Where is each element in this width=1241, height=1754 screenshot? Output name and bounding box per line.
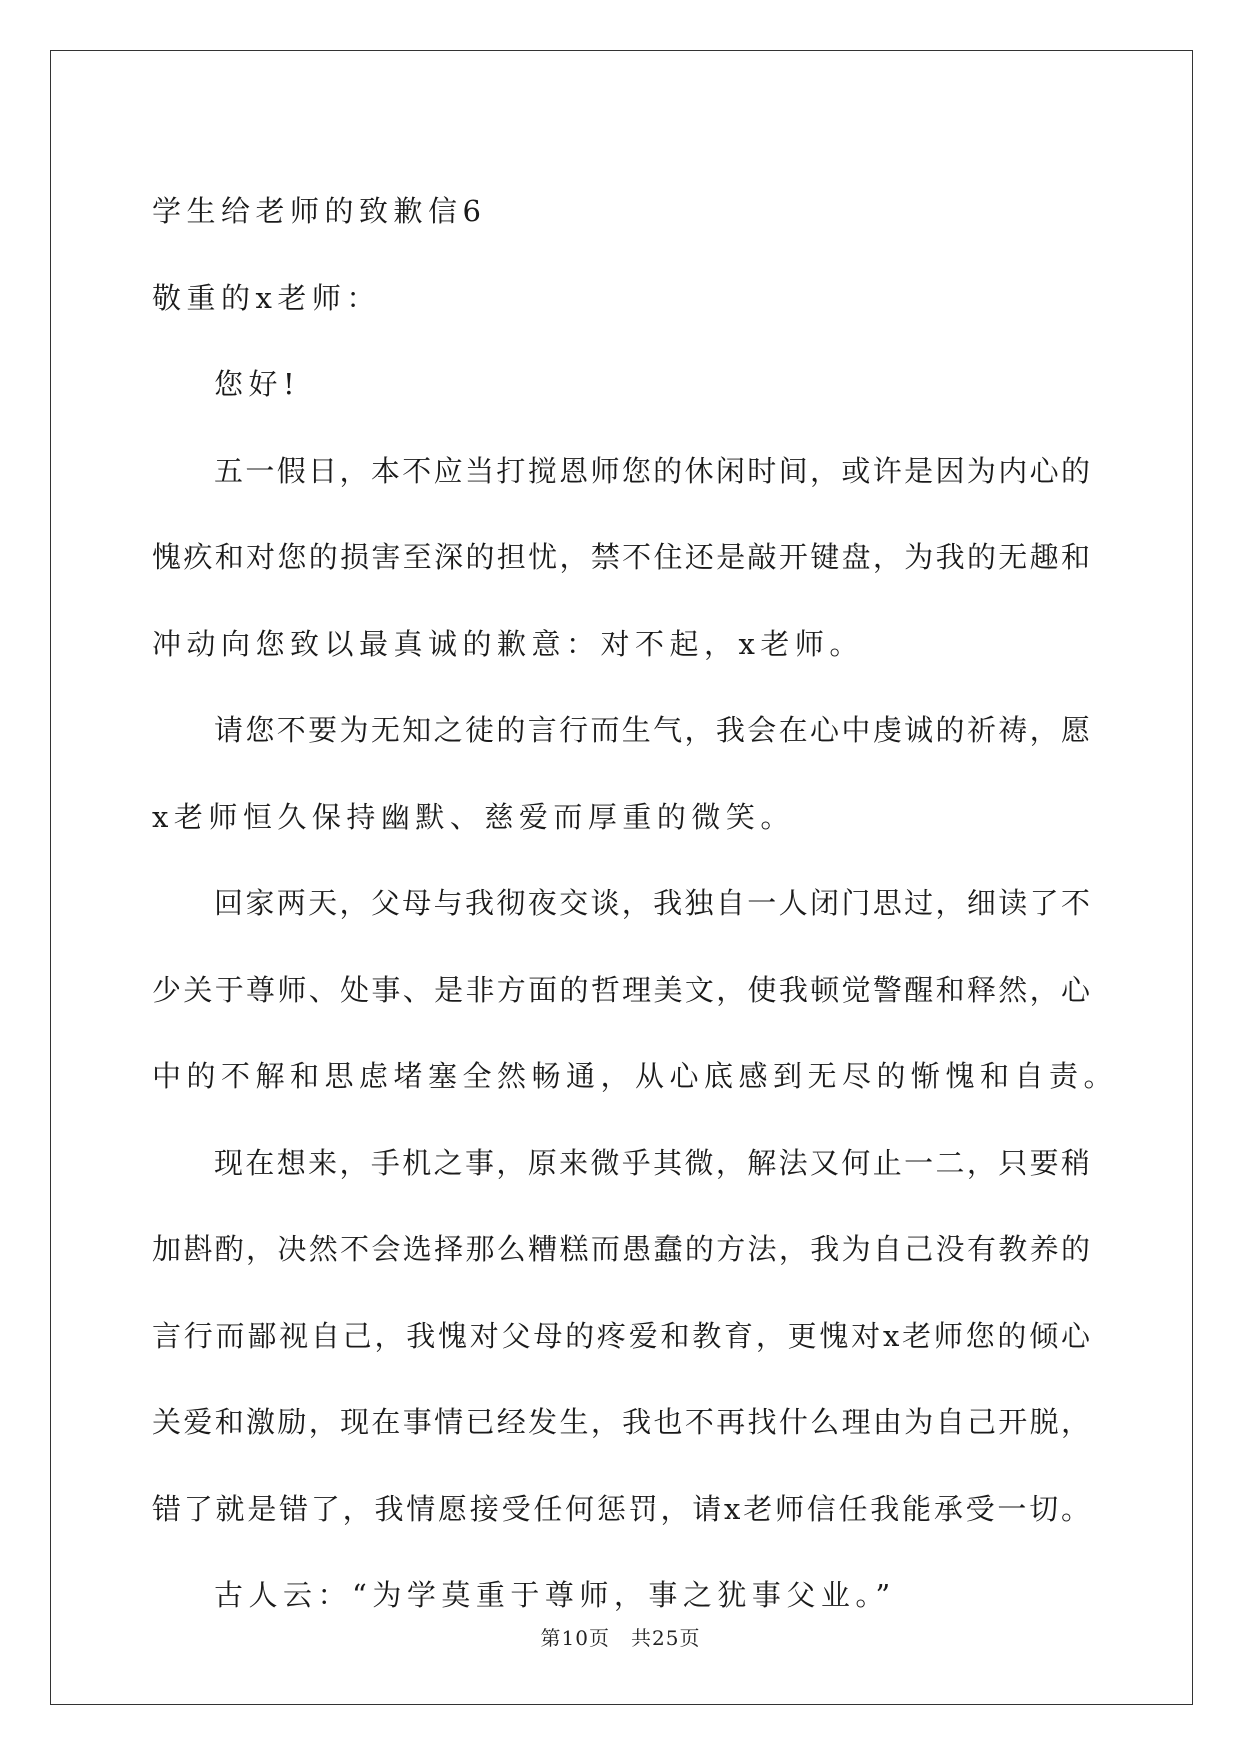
- text-line: 冲动向您致以最真诚的歉意：对不起，x老师。: [152, 626, 864, 661]
- text-line: 言行而鄙视自己，我愧对父母的疼爱和教育，更愧对x老师您的倾心: [152, 1318, 1090, 1353]
- text-line: 加斟酌，决然不会选择那么糟糕而愚蠢的方法，我为自己没有教养的: [152, 1232, 1090, 1266]
- letter-salutation: 敬重的x老师：: [152, 280, 381, 315]
- letter-title: 学生给老师的致歉信6: [152, 194, 487, 228]
- text-line: 中的不解和思虑堵塞全然畅通，从心底感到无尽的惭愧和自责。: [152, 1059, 1119, 1093]
- letter-greeting: 您好!: [214, 367, 301, 401]
- page-number: 第10页 共25页: [540, 1626, 701, 1650]
- paragraph: [152, 1120, 1090, 1553]
- paragraph: [152, 428, 1090, 688]
- text-line: 愧疚和对您的损害至深的担忧，禁不住还是敲开键盘，为我的无趣和: [152, 540, 1090, 574]
- text-line: 古人云：“为学莫重于尊师，事之犹事父业。”: [214, 1578, 896, 1612]
- text-line: 请您不要为无知之徒的言行而生气，我会在心中虔诚的祈祷，愿: [214, 713, 1090, 747]
- paragraph: [152, 687, 1090, 860]
- text-line: 回家两天，父母与我彻夜交谈，我独自一人闭门思过，细读了不: [214, 886, 1090, 920]
- paragraph: [152, 860, 1119, 1120]
- text-line: 少关于尊师、处事、是非方面的哲理美文，使我顿觉警醒和释然，心: [152, 972, 1090, 1007]
- text-line: 关爱和激励，现在事情已经发生，我也不再找什么理由为自己开脱，: [152, 1405, 1090, 1439]
- text-line: 现在想来，手机之事，原来微乎其微，解法又何止一二，只要稍: [214, 1145, 1090, 1180]
- text-line: 错了就是错了，我情愿接受任何惩罚，请x老师信任我能承受一切。: [152, 1491, 1090, 1526]
- text-line: x老师恒久保持幽默、慈爱而厚重的微笑。: [152, 799, 795, 834]
- text-line: 五一假日，本不应当打搅恩师您的休闲时间，或许是因为内心的: [214, 453, 1090, 488]
- letter-body: [152, 168, 1119, 1639]
